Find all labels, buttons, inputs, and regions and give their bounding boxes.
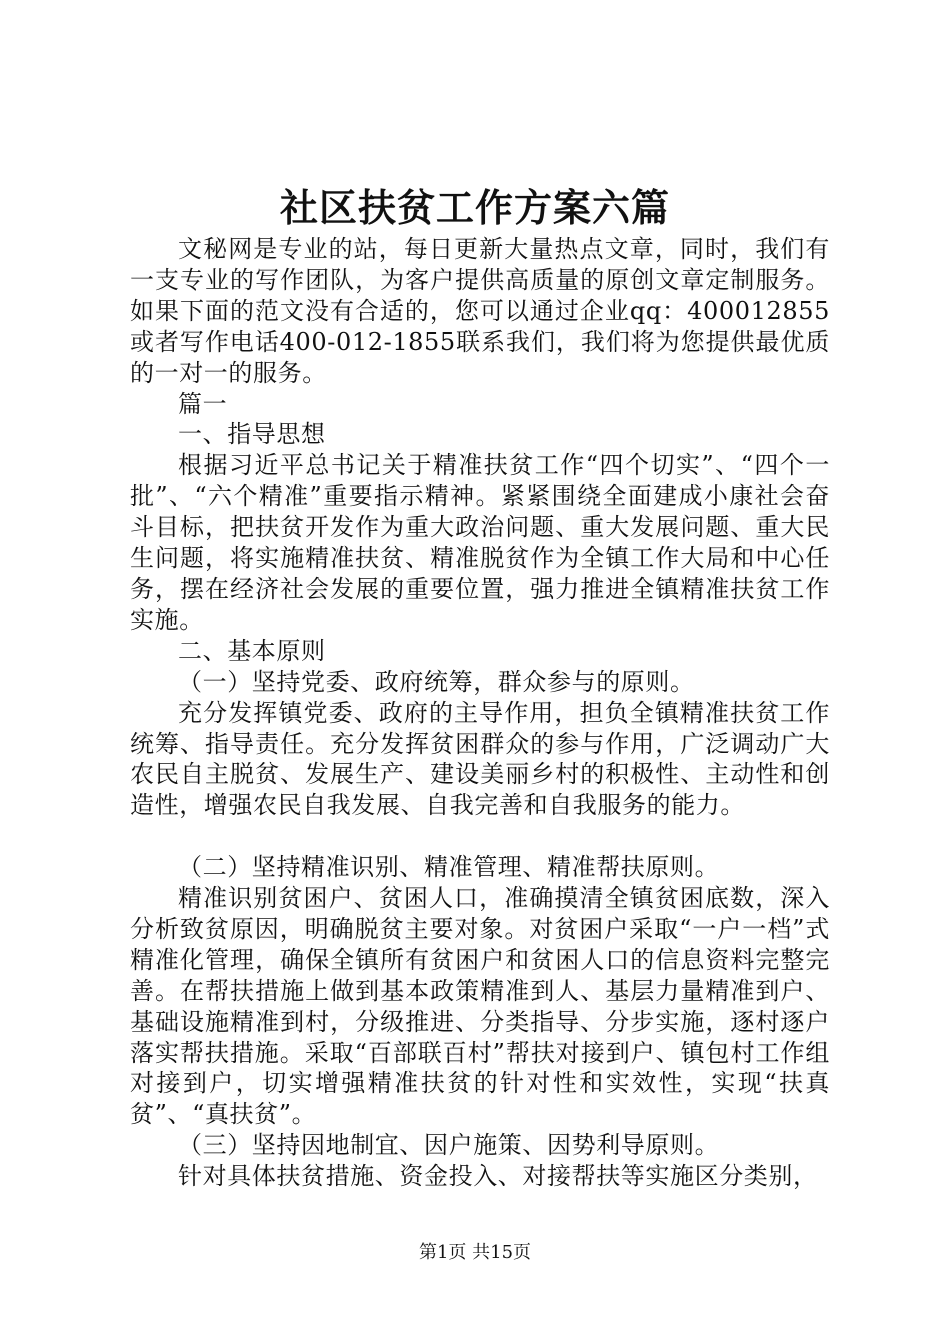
document-title: 社区扶贫工作方案六篇	[279, 185, 670, 230]
section-heading-guiding-ideology: 一、指导思想	[178, 420, 326, 449]
document-body	[130, 234, 830, 1192]
body-paragraph-principle-two: 精准识别贫困户、贫困人口，准确摸清全镇贫困底数，深入分析致贫原因，明确脱贫主要对象。对贫困户采取“一户一档”式精准化管理，确保全镇所有贫困户和贫困人口的信息资料完整完善。在帮扶措施上做到基本政策精准到人、基层力量精准到户、基础设施精准到村，分级推进、分类指导、分步实施，逐村逐户落实帮扶措施。采取“百部联百村”帮扶对接到户、镇包村工作组对接到户，切实增强精准扶贫的针对性和实效性，实现“扶真贫”、“真扶贫”。	[130, 884, 830, 1129]
section-heading-chapter-one: 篇一	[178, 389, 228, 418]
blank-line	[130, 821, 830, 852]
body-paragraph-guiding-ideology: 根据习近平总书记关于精准扶贫工作“四个切实”、“四个一批”、“六个精准”重要指示精神。紧紧围绕全面建成小康社会奋斗目标，把扶贫开发作为重大政治问题、重大发展问题、重大民生问题，将实施精准扶贫、精准脱贫作为全镇工作大局和中心任务，摆在经济社会发展的重要位置，强力推进全镇精准扶贫工作实施。	[130, 451, 830, 634]
page-number-footer: 第1页 共15页	[418, 1242, 532, 1263]
subsection-heading-principle-three: （三）坚持因地制宜、因户施策、因势利导原则。	[178, 1131, 720, 1160]
subsection-heading-principle-one: （一）坚持党委、政府统筹，群众参与的原则。	[178, 667, 695, 696]
body-paragraph-principle-three: 针对具体扶贫措施、资金投入、对接帮扶等实施区分类别，	[178, 1162, 818, 1191]
body-paragraph-principle-one: 充分发挥镇党委、政府的主导作用，担负全镇精准扶贫工作统筹、指导责任。充分发挥贫困群众的参与作用，广泛调动广大农民自主脱贫、发展生产、建设美丽乡村的积极性、主动性和创造性，增强农民自我发展、自我完善和自我服务的能力。	[130, 698, 830, 820]
subsection-heading-principle-two: （二）坚持精准识别、精准管理、精准帮扶原则。	[178, 853, 720, 882]
section-heading-basic-principles: 二、基本原则	[178, 636, 326, 665]
intro-paragraph: 文秘网是专业的站，每日更新大量热点文章，同时，我们有一支专业的写作团队，为客户提供高质量的原创文章定制服务。如果下面的范文没有合适的，您可以通过企业qq：400012855或者写作电话400-012-1855联系我们，我们将为您提供最优质的一对一的服务。	[130, 235, 830, 387]
